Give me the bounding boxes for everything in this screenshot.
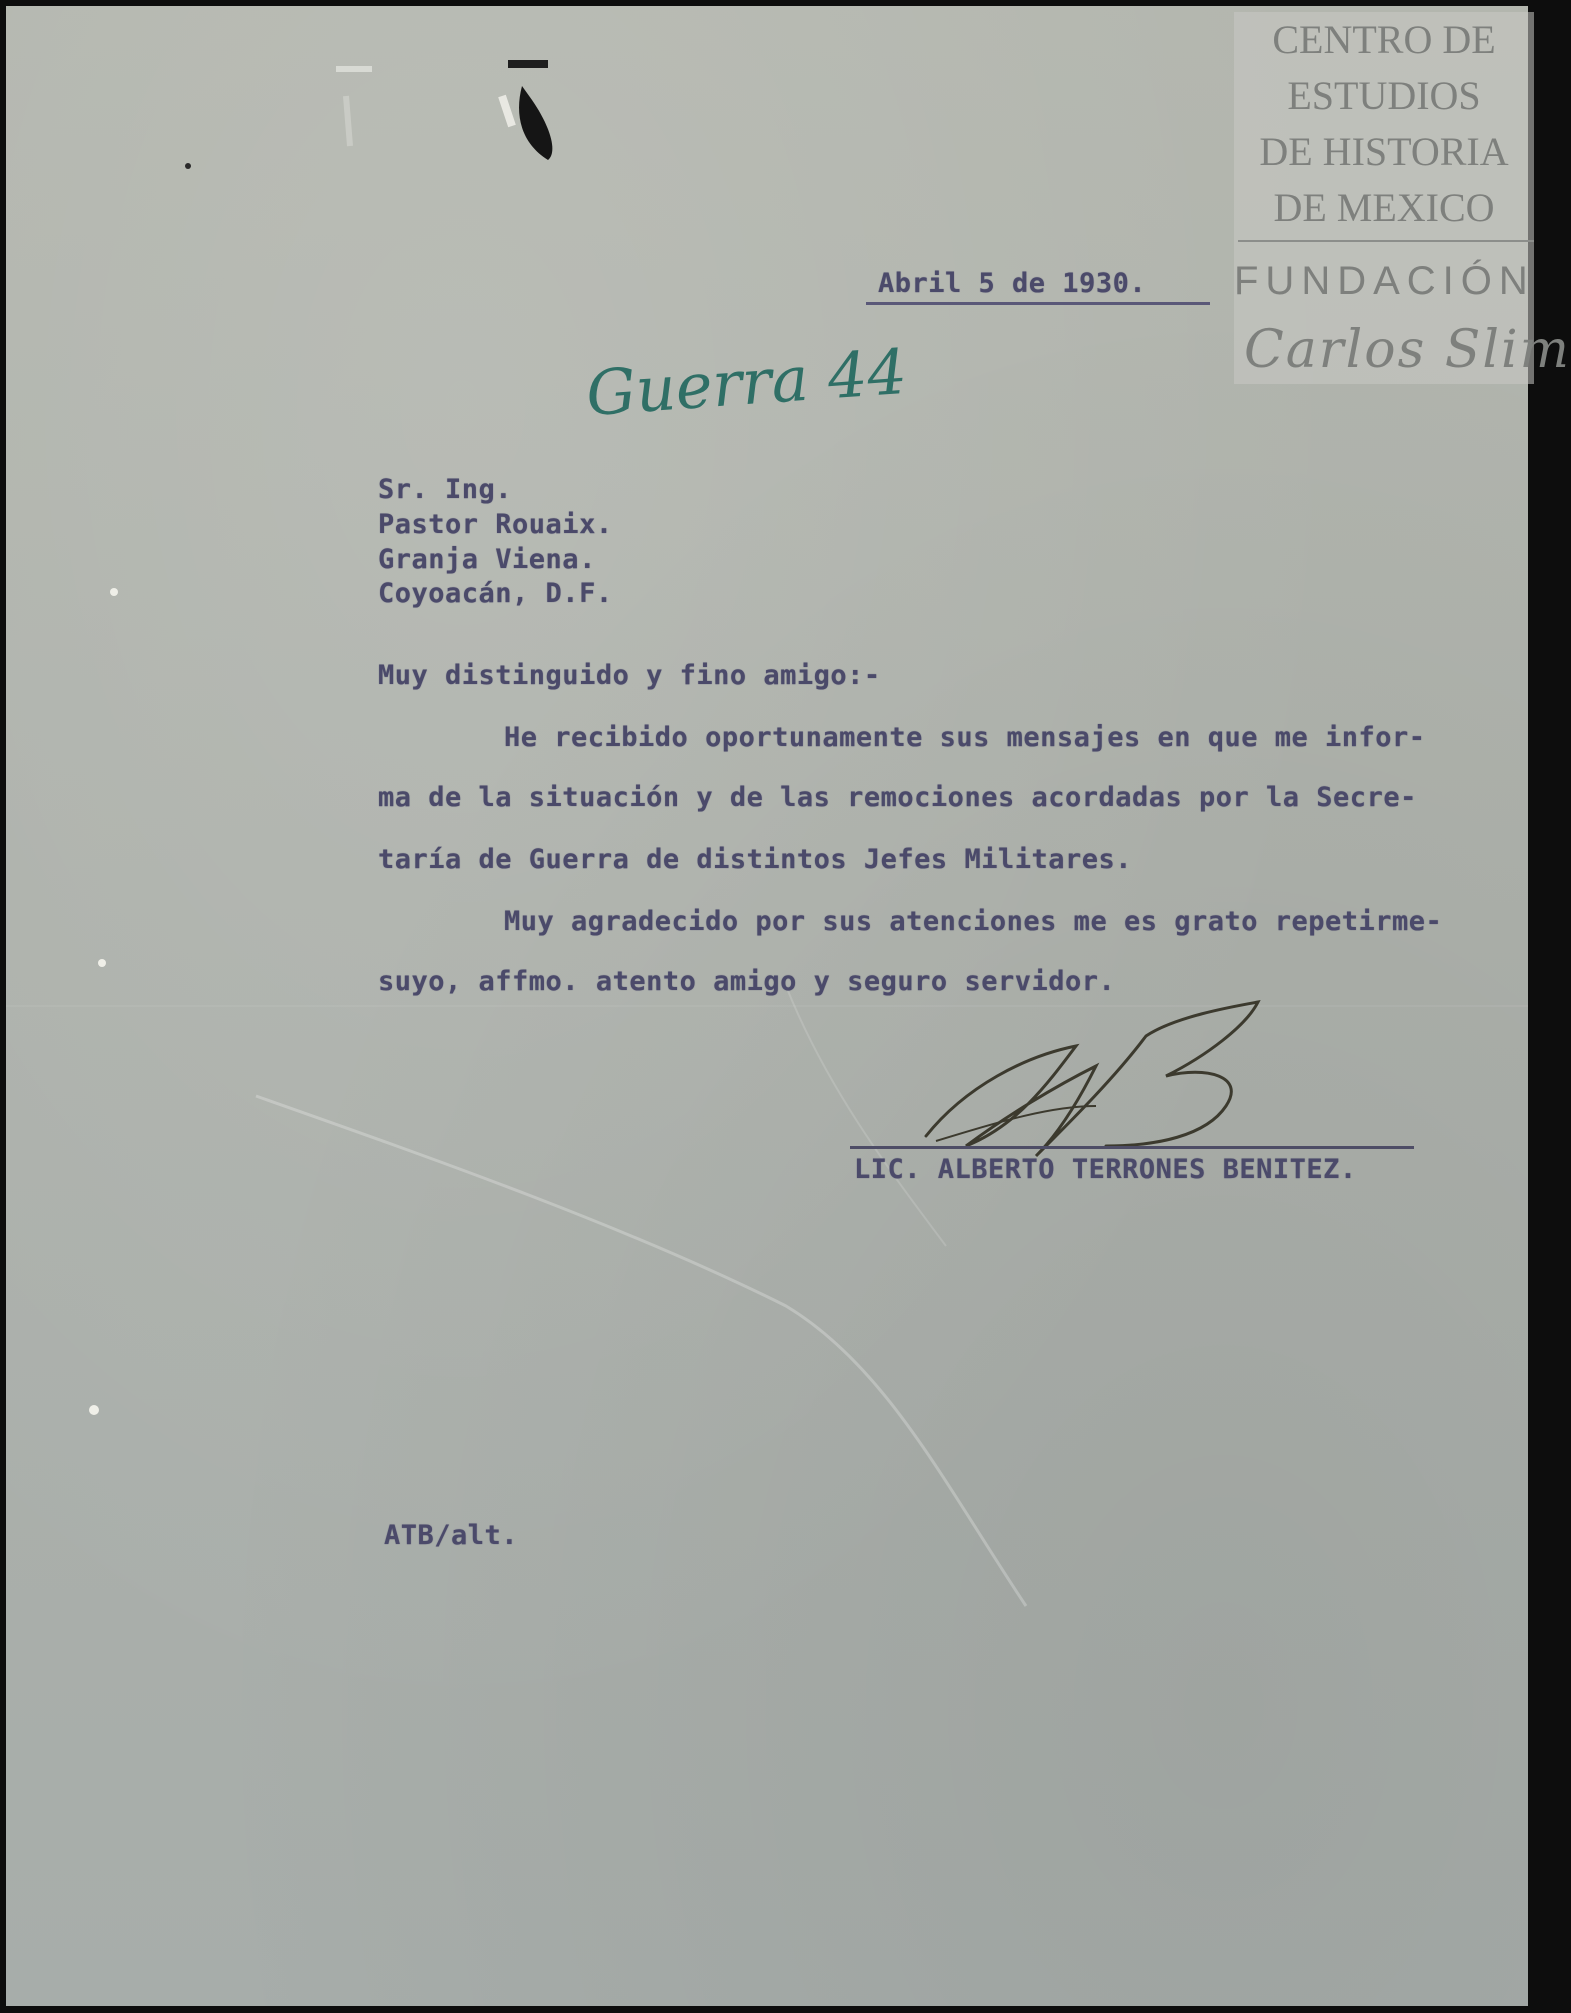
stamp-signature: Carlos Slim bbox=[1244, 320, 1571, 380]
paragraph-2-line-2: suyo, affmo. atento amigo y seguro servidor. bbox=[378, 966, 1116, 997]
stamp-line-1: CENTRO DE bbox=[1272, 17, 1496, 62]
archive-stamp bbox=[1234, 12, 1571, 384]
addressee-line-3: Granja Viena. bbox=[378, 544, 596, 575]
staple-marks bbox=[326, 56, 566, 176]
salutation: Muy distinguido y fino amigo:- bbox=[378, 660, 881, 691]
paragraph-1-line-2: ma de la situación y de las remociones acordadas por la Secre- bbox=[378, 782, 1417, 813]
addressee-line-2: Pastor Rouaix. bbox=[378, 509, 613, 540]
reference-initials: ATB/alt. bbox=[384, 1520, 519, 1551]
signature-rule bbox=[850, 1146, 1414, 1149]
stamp-line-3: DE HISTORIA bbox=[1259, 129, 1509, 174]
stamp-divider bbox=[1238, 240, 1534, 242]
stamp-line-4: DE MEXICO bbox=[1273, 185, 1495, 230]
addressee-line-4: Coyoacán, D.F. bbox=[378, 578, 613, 609]
date-underline bbox=[866, 302, 1210, 305]
stamp-line-2: ESTUDIOS bbox=[1287, 73, 1481, 118]
document-page bbox=[6, 6, 1571, 2006]
signer-name: LIC. ALBERTO TERRONES BENITEZ. bbox=[854, 1154, 1357, 1185]
paragraph-2-line-1: Muy agradecido por sus atenciones me es grato repetirme- bbox=[504, 906, 1443, 937]
stamp-fundacion: FUNDACIÓN bbox=[1234, 259, 1535, 303]
paragraph-1-line-3: taría de Guerra de distintos Jefes Militares. bbox=[378, 844, 1132, 875]
letter-date: Abril 5 de 1930. bbox=[878, 268, 1147, 299]
handwritten-note: Guerra 44 bbox=[583, 334, 910, 431]
addressee-line-1: Sr. Ing. bbox=[378, 474, 513, 505]
paragraph-1-line-1: He recibido oportunamente sus mensajes en que me infor- bbox=[504, 722, 1426, 753]
